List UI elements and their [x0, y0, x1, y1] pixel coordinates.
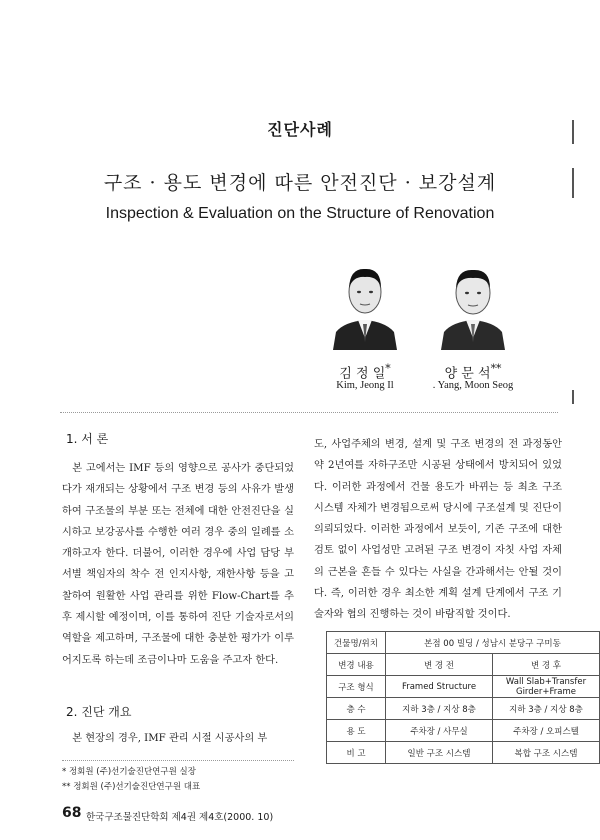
- body-paragraph: 본 현장의 경우, IMF 관리 시절 시공사의 부: [72, 733, 268, 744]
- footnote-divider: [62, 760, 294, 761]
- table-cell: 일반 구조 시스템: [386, 742, 493, 764]
- header-divider: [60, 412, 558, 413]
- table-cell: 주차장 / 사무실: [386, 720, 493, 742]
- page-title: 구조 · 용도 변경에 따른 안전진단 · 보강설계: [103, 172, 497, 194]
- body-paragraph: 본 고에서는 IMF 등의 영향으로 공사가 중단되었다가 재개되는 상황에서 구조 변경 등의 사유가 발생하여 구조물의 부분 또는 전체에 대한 안전진단을 실시하고 보강공사를 수행한 여러 경우 중의 일례를 소개하고자 한다. 더불어, 이러한 경우에 사업 담당 부서별 책임자의 착수 전 인지사항, 재한사항 등을 고찰하여 원활한 사업 관리를 위한 Flow-Chart를 추후 제시할 예정이며, 이를 통하여 진단 기술자로서의 역할을 제고하며, 구조물에 대한 충분한 평가가 이루어지도록 하는데 조금이나마 도움을 주고자 한다.: [62, 463, 294, 666]
- table-row: [327, 676, 600, 698]
- margin-mark: [572, 390, 574, 404]
- table-cell: 변경 내용: [327, 654, 386, 676]
- table-cell: 변 경 전: [386, 654, 493, 676]
- table-row: [327, 742, 600, 764]
- table-cell: 건물명/위치: [327, 632, 386, 654]
- table-cell: Wall Slab+Transfer Girder+Frame: [493, 676, 600, 698]
- table-cell: 구조 형식: [327, 676, 386, 698]
- table-cell: 비 고: [327, 742, 386, 764]
- table-row: [327, 720, 600, 742]
- table-cell: 용 도: [327, 720, 386, 742]
- author-photo: [330, 258, 400, 350]
- journal-info: 한국구조물진단학회 제4권 제4호(2000. 10): [86, 812, 274, 823]
- table-cell: Framed Structure: [386, 676, 493, 698]
- table-cell: 변 경 후: [493, 654, 600, 676]
- footnote: ** 정회원 (주)선기술진단연구원 대표: [62, 782, 201, 792]
- table-cell: 복합 구조 시스템: [493, 742, 600, 764]
- table-row: [327, 654, 600, 676]
- table-row: [327, 698, 600, 720]
- table-cell: 본점 00 빌딩 / 성남시 분당구 구미동: [386, 632, 600, 654]
- table-cell: 주차장 / 오피스텔: [493, 720, 600, 742]
- author-photo: [438, 258, 508, 350]
- author-roman-name: . Yang, Moon Seog: [432, 380, 514, 391]
- author-name: 김 정 일*: [339, 362, 391, 382]
- spec-table: [326, 631, 600, 764]
- author-roman-name: Kim, Jeong Il: [336, 380, 394, 391]
- page-number: 68: [62, 805, 82, 821]
- table-row: [327, 632, 600, 654]
- section-heading: 2. 진단 개요: [66, 705, 132, 719]
- page-subtitle: Inspection & Evaluation on the Structure of Renovation: [105, 205, 495, 222]
- author-name: 양 문 석**: [444, 362, 502, 382]
- section-heading: 1. 서 론: [66, 432, 109, 446]
- table-cell: 지하 3층 / 지상 8층: [386, 698, 493, 720]
- table-cell: 지하 3층 / 지상 8층: [493, 698, 600, 720]
- section-tag: 진단사례: [267, 120, 333, 139]
- footnote: * 정회원 (주)선기술진단연구원 실장: [62, 767, 196, 777]
- table-cell: 층 수: [327, 698, 386, 720]
- body-paragraph: 도, 사업주체의 변경, 설계 및 구조 변경의 전 과정동안 약 2년여를 자하구조만 시공된 상태에서 방치되어 있었다. 이러한 과정에서 건물 용도가 바뀌는 등 최초 구조 시스템 자체가 변경됨으로써 당시에 구조설계 및 진단이 의뢰되었다. 이러한 과정에서 보듯이, 기존 구조에 대한 검토 없이 사업성만 고려된 구조 변경이 자칫 사업 자체의 근본을 흔들 수 있다는 사실을 간과해서는 안될 것이다. 즉, 이러한 경우 최소한 계획 설계 단계에서 구조 기술자와 협의 진행하는 것이 바람직할 것이다.: [314, 439, 562, 621]
